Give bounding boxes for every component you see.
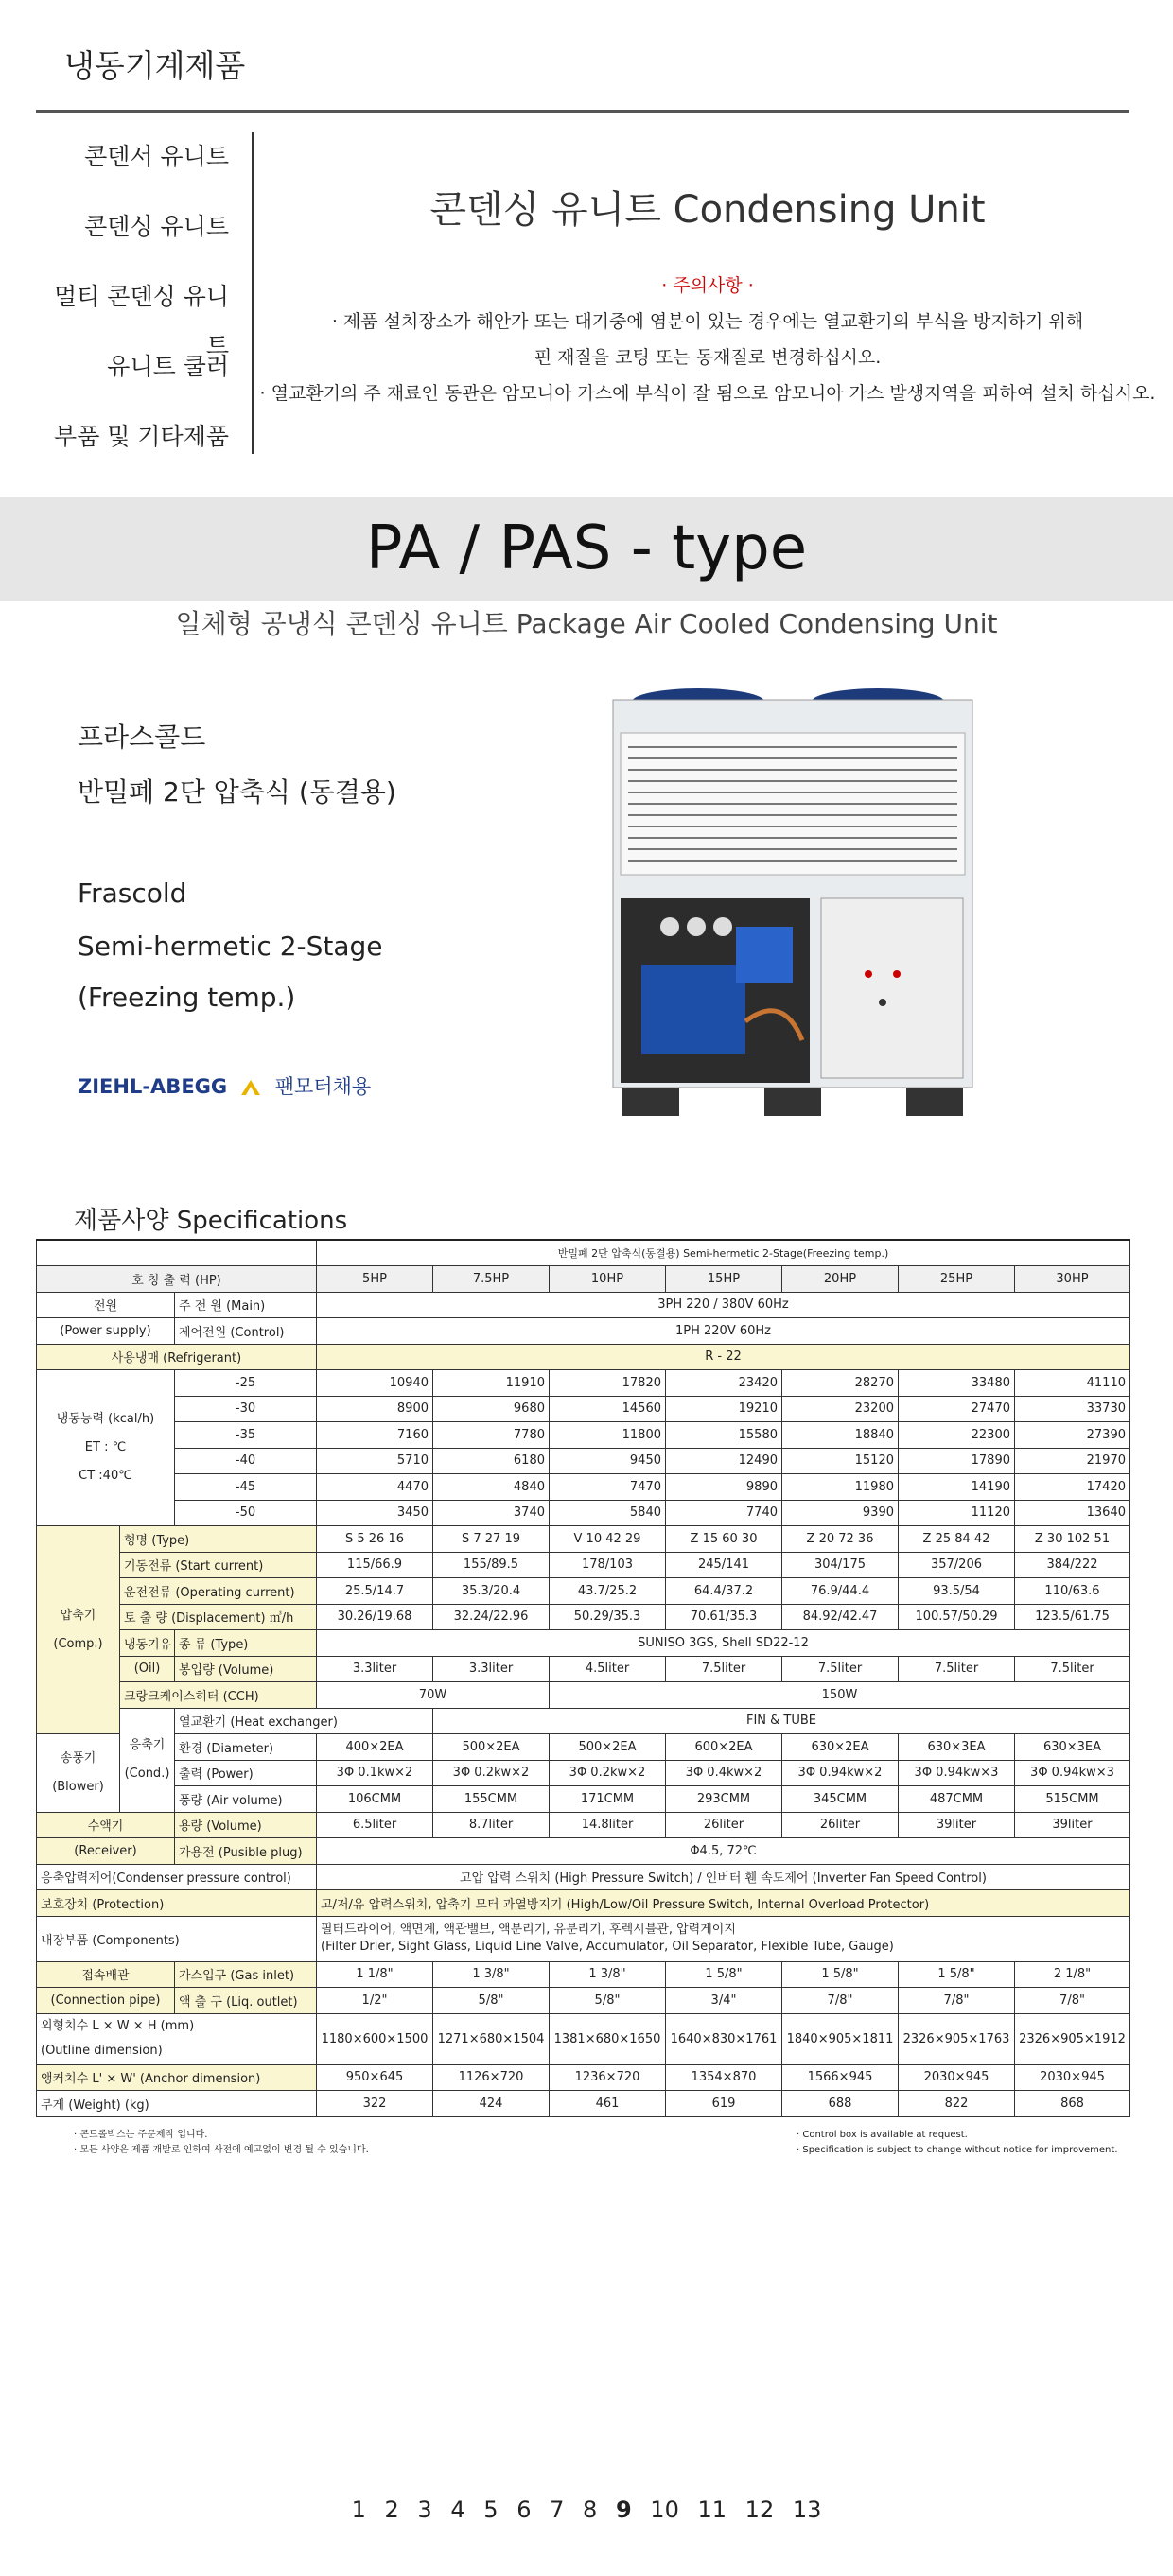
caution-line: · 열교환기의 주 재료인 동관은 암모니아 가스에 부식이 잘 됨으로 암모니아 가스 발생지역을 피하여 설치 하십시오. — [259, 383, 1156, 404]
notes-korean: · 콘트롤박스는 주문제작 입니다. · 모든 사양은 제품 개발로 인하여 사전에 예고없이 변경 될 수 있습니다. — [74, 2130, 369, 2155]
row-group-label: 전원 — [37, 1292, 175, 1318]
brand-note: 팬모터채용 — [274, 1075, 372, 1098]
table-row: -50 3450 3740 5840 7740 9390 11120 13640 — [37, 1500, 1130, 1526]
page-link[interactable]: 6 — [516, 2497, 532, 2523]
row-group-label: (Power supply) — [37, 1318, 175, 1345]
spec-table — [36, 1239, 1130, 2117]
page-link[interactable]: 1 — [351, 2497, 366, 2523]
page-link[interactable]: 3 — [417, 2497, 432, 2523]
table-row — [37, 1344, 1130, 1370]
type-title: PA / PAS - type — [365, 513, 808, 583]
table-row: 무게 (Weight) (kg) 322 424 461 619 688 822 868 — [37, 2091, 1130, 2117]
caution-line: 핀 재질을 코팅 또는 동재질로 변경하십시오. — [534, 347, 882, 368]
header-divider — [36, 110, 1129, 113]
product-image — [594, 681, 991, 1154]
model-cell: 7.5HP — [433, 1266, 550, 1293]
page-link[interactable]: 12 — [744, 2497, 775, 2523]
type-subtitle: 일체형 공냉식 콘덴싱 유니트 Package Air Cooled Condensing Unit — [175, 608, 998, 639]
model-cell: 25HP — [899, 1266, 1015, 1293]
table-row: 응축압력제어(Condenser pressure control) 고압 압력 스위치 (High Pressure Switch) / 인버터 휀 속도제어 (Inverter Fan Speed Control) — [37, 1864, 1130, 1890]
desc-temp-en: (Freezing temp.) — [78, 982, 296, 1013]
table-row: (Receiver) 가용전 (Pusible plug) Φ4.5, 72℃ — [37, 1838, 1130, 1865]
desc-type-en: Semi-hermetic 2-Stage — [78, 931, 383, 962]
table-row: 풍량 (Air volume) 106CMM 155CMM 171CMM 293CMM 345CMM 487CMM 515CMM — [37, 1786, 1130, 1813]
table-row: 토 출 량 (Displacement) ㎥/h 30.26/19.68 32.24/22.96 50.29/35.3 70.61/35.3 84.92/42.47 100.57/50.29 123.5/61.75 — [37, 1604, 1130, 1630]
pagination — [0, 2497, 1173, 2523]
brand-name: ZIEHL-ABEGG — [78, 1075, 228, 1098]
row-label: 주 전 원 (Main) — [175, 1292, 317, 1318]
table-row: 보호장치 (Protection) 고/저/유 압력스위치, 압축기 모터 과열방지기 (High/Low/Oil Pressure Switch, Internal Overload Protector) — [37, 1890, 1130, 1917]
table-row: 냉동기유 종 류 (Type) SUNISO 3GS, Shell SD22-12 — [37, 1630, 1130, 1657]
desc-brand-ko: 프라스콜드 — [78, 722, 206, 753]
table-row: 출력 (Power) 3Φ 0.1kw×2 3Φ 0.2kw×2 3Φ 0.2kw×2 3Φ 0.4kw×2 3Φ 0.94kw×2 3Φ 0.94kw×3 3Φ 0.94kw×3 — [37, 1760, 1130, 1786]
page-link[interactable]: 13 — [792, 2497, 822, 2523]
desc-brand-en: Frascold — [78, 878, 187, 909]
model-cell: 30HP — [1015, 1266, 1130, 1293]
cond-label: 응축기 (Cond.) — [120, 1708, 175, 1812]
model-cell: 15HP — [666, 1266, 782, 1293]
table-row — [37, 1266, 1130, 1293]
caution-line: · 제품 설치장소가 해안가 또는 대기중에 염분이 있는 경우에는 열교환기의 부식을 방지하기 위해 — [331, 311, 1084, 332]
model-cell: 20HP — [782, 1266, 899, 1293]
model-cell: 5HP — [317, 1266, 433, 1293]
table-row: (Connection pipe) 액 출 구 (Liq. outlet) 1/2" 5/8" 5/8" 3/4" 7/8" 7/8" 7/8" — [37, 1988, 1130, 2014]
models-label: 호 칭 출 력 (HP) — [37, 1266, 317, 1293]
ziehl-abegg-logo-icon — [239, 1076, 262, 1099]
comp-label: 압축기 (Comp.) — [37, 1526, 120, 1734]
table-row: 송풍기 (Blower) 환경 (Diameter) 400×2EA 500×2EA 500×2EA 600×2EA 630×2EA 630×3EA 630×3EA — [37, 1734, 1130, 1761]
nav-item-condensing-unit[interactable]: 콘덴싱 유니트 — [84, 213, 229, 240]
page-title: 냉동기계제품 — [64, 47, 246, 84]
table-row — [37, 1240, 1130, 1266]
table-row: -40 5710 6180 9450 12490 15120 17890 21970 — [37, 1448, 1130, 1474]
table-row — [37, 1292, 1130, 1318]
page-link[interactable]: 4 — [450, 2497, 465, 2523]
table-row: -45 4470 4840 7470 9890 11980 14190 17420 — [37, 1474, 1130, 1501]
table-row: (Oil) 봉입량 (Volume) 3.3liter 3.3liter 4.5liter 7.5liter 7.5liter 7.5liter 7.5liter — [37, 1656, 1130, 1682]
brand-logo — [78, 1071, 371, 1100]
page-link-current[interactable]: 9 — [615, 2497, 632, 2523]
page-link[interactable]: 2 — [384, 2497, 399, 2523]
model-cell: 10HP — [550, 1266, 666, 1293]
table-row: 내장부품 (Components) 필터드라이어, 액면계, 액관밸브, 액분리기, 유분리기, 후렉시블관, 압력게이지 (Filter Drier, Sight Glass, Liquid Line Valve, Accumulator, Oil Separator, Flexible Tube, Gauge) — [37, 1916, 1130, 1961]
table-row: 수액기 용량 (Volume) 6.5liter 8.7liter 14.8liter 26liter 26liter 39liter 39liter — [37, 1812, 1130, 1838]
page-link[interactable]: 5 — [483, 2497, 499, 2523]
nav-item-parts[interactable]: 부품 및 기타제품 — [54, 423, 229, 450]
section-title: 콘덴싱 유니트 Condensing Unit — [429, 188, 986, 232]
desc-type-ko: 반밀폐 2단 압축식 (동결용) — [78, 776, 396, 808]
category-nav — [36, 132, 254, 454]
spec-heading: 제품사양 Specifications — [74, 1207, 348, 1235]
table-row: 운전전류 (Operating current) 25.5/14.7 35.3/20.4 43.7/25.2 64.4/37.2 76.9/44.4 93.5/54 110/63.6 — [37, 1578, 1130, 1605]
table-row: 냉동능력 (kcal/h) ET : ℃ CT :40℃ -25 10940 11910 17820 23420 28270 33480 41110 — [37, 1370, 1130, 1397]
table-row — [37, 1318, 1130, 1345]
page-link[interactable]: 7 — [550, 2497, 565, 2523]
table-row: 압축기 (Comp.) 형명 (Type) S 5 26 16 S 7 27 19 V 10 42 29 Z 15 60 30 Z 20 72 36 Z 25 84 42 Z 30 102 51 — [37, 1526, 1130, 1553]
row-value: R - 22 — [317, 1344, 1130, 1370]
page-link[interactable]: 10 — [650, 2497, 679, 2523]
table-row: 접속배관 가스입구 (Gas inlet) 1 1/8" 1 3/8" 1 3/8" 1 5/8" 1 5/8" 1 5/8" 2 1/8" — [37, 1961, 1130, 1988]
caution-heading: · 주의사항 · — [661, 275, 754, 296]
row-label: 제어전원 (Control) — [175, 1318, 317, 1345]
nav-item-condenser-unit[interactable]: 콘덴서 유니트 — [84, 143, 229, 170]
table-row: 크랑크케이스히터 (CCH) 70W 150W — [37, 1682, 1130, 1709]
table-row: 외형치수 L × W × H (mm) (Outline dimension) 1180×600×1500 1271×680×1504 1381×680×1650 1640×830×1761 1840×905×1811 2326×905×1763 2326×905×1912 — [37, 2013, 1130, 2064]
table-top-header: 반밀폐 2단 압축식(동결용) Semi-hermetic 2-Stage(Freezing temp.) — [317, 1240, 1130, 1266]
page-link[interactable]: 11 — [697, 2497, 727, 2523]
row-value: 1PH 220V 60Hz — [317, 1318, 1130, 1345]
page-link[interactable]: 8 — [583, 2497, 598, 2523]
row-value: 3PH 220 / 380V 60Hz — [317, 1292, 1130, 1318]
table-row: -35 7160 7780 11800 15580 18840 22300 27390 — [37, 1422, 1130, 1449]
capacity-label: 냉동능력 (kcal/h) ET : ℃ CT :40℃ — [37, 1370, 175, 1526]
caution-notice — [254, 268, 1162, 411]
row-label: 사용냉매 (Refrigerant) — [37, 1344, 317, 1370]
nav-item-unit-cooler[interactable]: 유니트 쿨러 — [107, 353, 229, 380]
table-row: 기동전류 (Start current) 115/66.9 155/89.5 178/103 245/141 304/175 357/206 384/222 — [37, 1552, 1130, 1578]
table-row: 응축기 (Cond.) 열교환기 (Heat exchanger) FIN & TUBE — [37, 1708, 1130, 1734]
notes-english: · Control box is available at request. · Specification is subject to change without notice for improvement. — [797, 2130, 1118, 2155]
table-row: 앵커치수 L' × W' (Anchor dimension) 950×645 1126×720 1236×720 1354×870 1566×945 2030×945 2030×945 — [37, 2064, 1130, 2091]
nav-item-multi-condensing-unit[interactable]: 멀티 콘덴싱 유니트 — [54, 283, 229, 359]
table-row: -30 8900 9680 14560 19210 23200 27470 33730 — [37, 1396, 1130, 1422]
